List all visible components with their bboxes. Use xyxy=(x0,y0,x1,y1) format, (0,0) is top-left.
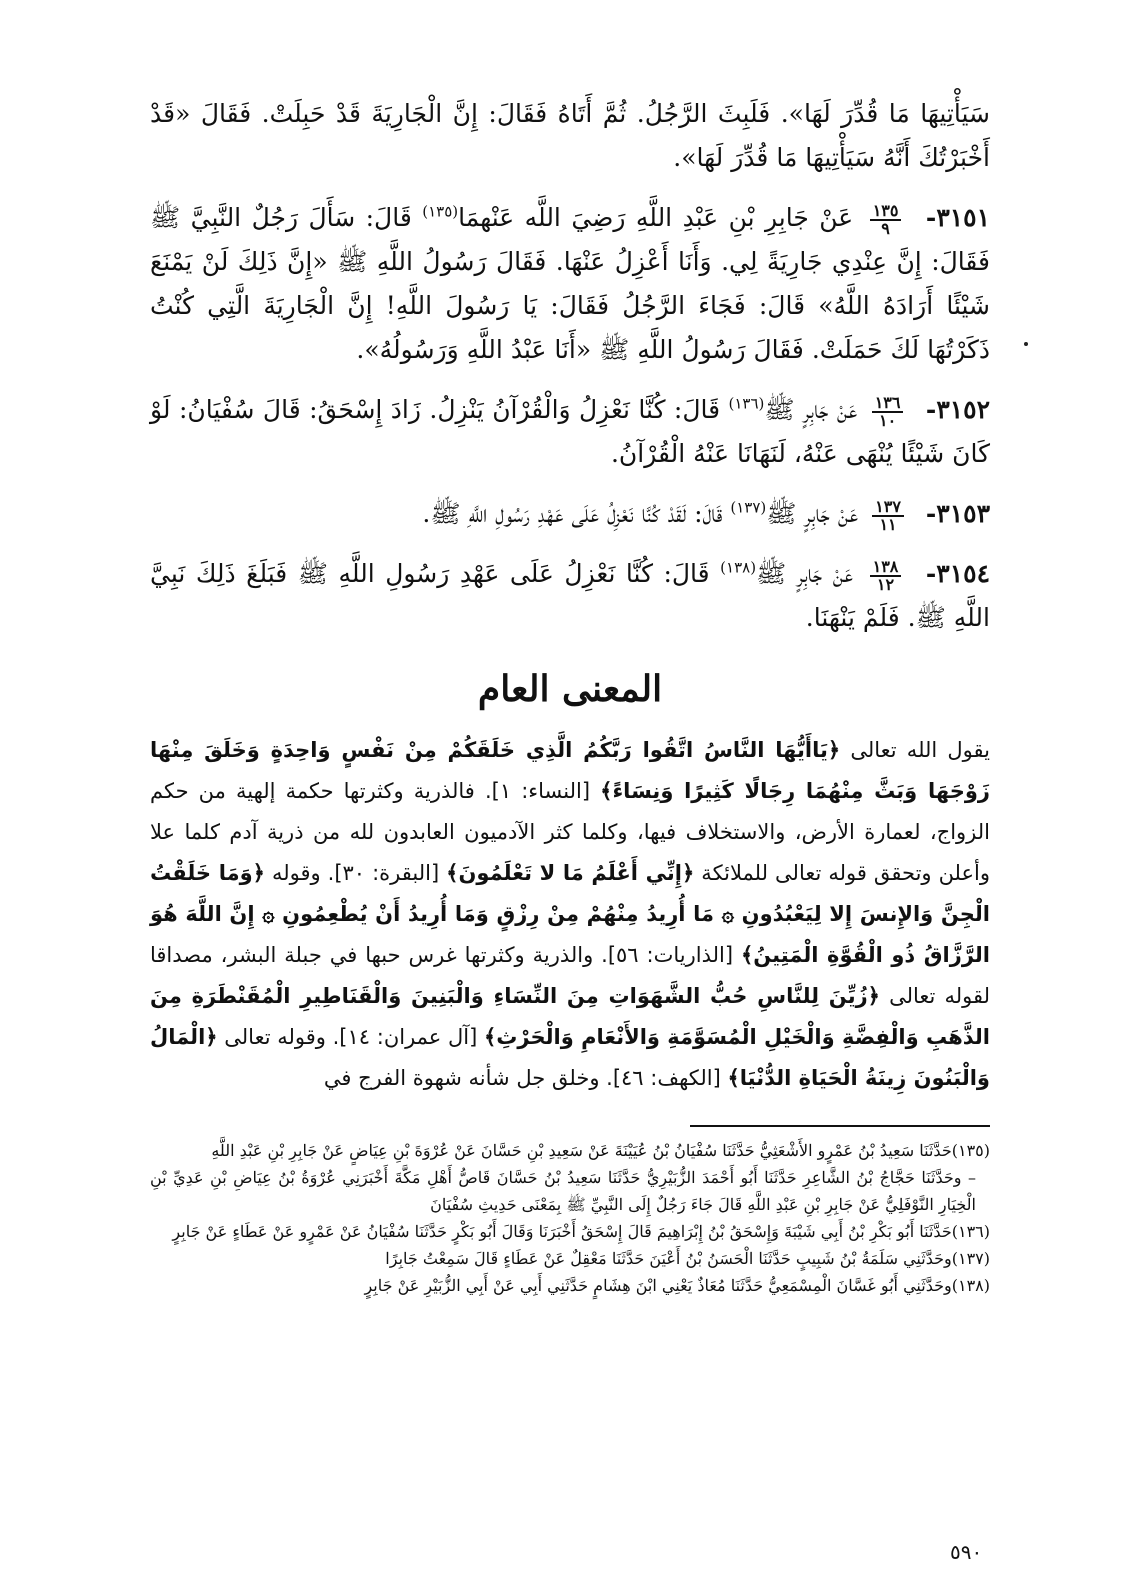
page-content xyxy=(150,92,990,1532)
footnote-number: (١٣٨) xyxy=(951,1276,990,1295)
section-title: المعنى العام xyxy=(477,668,663,710)
footnotes xyxy=(150,1137,990,1299)
quran-verse-5: ﴿الْمَالُ وَالْبَنُونَ زِينَةُ الْحَيَاةِ الدُّنْيَا﴾ xyxy=(150,1025,990,1090)
hadith-number: ٣١٥٣- xyxy=(925,499,990,528)
margin-dot xyxy=(1024,342,1028,346)
hadith-text: قَالَ: كُنَّا نَعْزِلُ عَلَى عَهْدِ رَسُولِ اللَّهِ ﷺ فَبَلَغَ ذَلِكَ نَبِيَّ اللَّهِ ﷺ. فَلَمْ يَنْهَنَا. xyxy=(150,559,990,632)
footnote-ref: (١٣٧) xyxy=(730,498,767,517)
hadith-narrator: عَنْ جَابِرٍ ﷺ xyxy=(764,395,858,424)
footnote-text: وحَدَّثَنِي سَلَمَةُ بْنُ شَبِيبٍ حَدَّثَنَا الْحَسَنُ بْنُ أَعْيَنَ حَدَّثَنَا مَعْقِلٌ عَنْ عَطَاءٍ قَالَ سَمِعْتُ جَابِرًا xyxy=(385,1249,952,1268)
body-text-4: [الذاريات: ٥٦]. والذرية وكثرتها غرس حبها في جبلة البشر، مصداقا لقوله تعالى xyxy=(150,943,990,1008)
hadith-number: ٣١٥١- xyxy=(925,203,991,232)
footnote-text: وحَدَّثَنِي أَبُو غَسَّانَ الْمِسْمَعِيُّ حَدَّثَنَا مُعَاذٌ يَعْنِي ابْنَ هِشَامٍ حَدَّثَنِي أَبِي عَنْ أَبِي الزُّبَيْرِ عَنْ جَابِرٍ xyxy=(364,1276,952,1295)
fraction-top: ١٣٦ xyxy=(872,395,904,413)
footnote-divider xyxy=(690,1125,990,1127)
footnote-ref: (١٣٦) xyxy=(728,394,765,413)
footnote-text: حَدَّثَنَا أَبُو بَكْرِ بْنُ أَبِي شَيْبَةَ وَإِسْحَقُ بْنُ إِبْرَاهِيمَ قَالَ إِسْحَقُ أَخْبَرَنَا وَقَالَ أَبُو بَكْرٍ حَدَّثَنَا سُفْيَانُ عَنْ عَمْرٍو عَنْ عَطَاءٍ عَنْ جَابِرٍ xyxy=(172,1222,952,1241)
quran-verse-3: ﴿وَمَا خَلَقْتُ الْجِنَّ وَالإِنسَ إِلا لِيَعْبُدُونِ ۞ مَا أُرِيدُ مِنْهُمْ مِنْ رِزْقٍ وَمَا أُرِيدُ أَنْ يُطْعِمُونِ ۞ إِنَّ اللَّهَ هُوَ الرَّزَّاقُ ذُو الْقُوَّةِ الْمَتِينُ﴾ xyxy=(150,861,990,967)
hadith-fraction xyxy=(870,556,902,594)
hadith-text: قَالَ: سَأَلَ رَجُلٌ النَّبِيَّ ﷺ فَقَالَ: إِنَّ عِنْدِي جَارِيَةً لِي. وَأَنَا أَعْزِلُ عَنْهَا. فَقَالَ رَسُولُ اللَّهِ ﷺ «إِنَّ ذَلِكَ لَنْ يَمْنَعَ شَيْئًا أَرَادَهُ اللَّهُ» قَالَ: فَجَاءَ الرَّجُلُ فَقَالَ: يَا رَسُولَ اللَّهِ! إِنَّ الْجَارِيَةَ الَّتِي كُنْتُ ذَكَرْتُهَا لَكَ حَمَلَتْ. فَقَالَ رَسُولُ اللَّهِ ﷺ «أَنَا عَبْدُ اللَّهِ وَرَسُولُهُ». xyxy=(150,203,990,364)
footnote-text: حَدَّثَنَا سَعِيدُ بْنُ عَمْرٍو الأَشْعَثِيُّ حَدَّثَنَا سُفْيَانُ بْنُ عُيَيْنَةَ عَنْ سَعِيدِ بْنِ حَسَّانَ عَنْ عُرْوَةَ بْنِ عِيَاضٍ عَنْ جَابِرِ بْنِ عَبْدِ اللَّهِ xyxy=(211,1141,952,1160)
hadith-number: ٣١٥٤- xyxy=(925,559,991,588)
hadith-narrator: عَنْ جَابِرِ بْنِ عَبْدِ اللَّهِ رَضِيَ اللَّه عَنْهمَا xyxy=(458,203,854,232)
footnote-138 xyxy=(150,1272,990,1299)
body-text-5: [آل عمران: ١٤]. وقوله تعالى xyxy=(217,1025,484,1049)
footnote-137 xyxy=(150,1245,990,1272)
hadith-3153 xyxy=(150,492,990,536)
fraction-bottom: ١٠ xyxy=(879,410,897,430)
quran-verse-2: ﴿إِنِّي أَعْلَمُ مَا لا تَعْلَمُونَ﴾ xyxy=(446,861,695,885)
quran-verse-1: ﴿يَاأَيُّهَا النَّاسُ اتَّقُوا رَبَّكُمُ الَّذِي خَلَقَكُمْ مِنْ نَفْسٍ وَاحِدَةٍ وَخَلَقَ مِنْهَا زَوْجَهَا وَبَثَّ مِنْهُمَا رِجَالًا كَثِيرًا وَنِسَاءً﴾ xyxy=(150,738,990,803)
footnote-number: (١٣٧) xyxy=(951,1249,990,1268)
hadith-narrator: عَنْ جَابِرٍ ﷺ xyxy=(766,499,859,528)
footnote-continuation: – وحَدَّثَنَا حَجَّاجُ بْنُ الشَّاعِرِ حَدَّثَنَا أَبُو أَحْمَدَ الزُّبَيْرِيُّ حَدَّثَنَا سَعِيدُ بْنُ حَسَّانَ قَاصُّ أَهْلِ مَكَّةَ أَخْبَرَنِي عُرْوَةُ بْنُ عِيَاضِ بْنِ عَدِيِّ بْنِ الْخِيَارِ النَّوْفَلِيُّ عَنْ جَابِرِ بْنِ عَبْدِ اللَّهِ قَالَ جَاءَ رَجُلٌ إِلَى النَّبِيِّ ﷺ بِمَعْنَى حَدِيثِ سُفْيَانَ xyxy=(150,1168,976,1214)
footnote-ref: (١٣٥) xyxy=(422,202,459,221)
fraction-top: ١٣٨ xyxy=(870,559,902,577)
fraction-bottom: ٩ xyxy=(881,218,890,238)
body-text-2: [النساء: ١]. فالذرية وكثرتها حكمة إلهية من حكم الزواج، لعمارة الأرض، والاستخلاف فيها، وكلما كثر الآدميون العابدون لله من ذرية آدم كلما علا وأعلن وتحقق قوله تعالى للملائكة xyxy=(150,779,991,885)
fraction-top: ١٣٥ xyxy=(870,203,902,221)
footnote-number: (١٣٥) xyxy=(951,1141,990,1160)
continuation-paragraph: سَيَأْتِيهَا مَا قُدِّرَ لَهَا». فَلَبِثَ الرَّجُلُ. ثُمَّ أَتَاهُ فَقَالَ: إِنَّ الْجَارِيَةَ قَدْ حَبِلَتْ. فَقَالَ «قَدْ أَخْبَرْتُكَ أَنَّهُ سَيَأْتِيهَا مَا قُدِّرَ لَهَا». xyxy=(150,99,990,172)
hadith-fraction xyxy=(872,496,904,534)
hadith-fraction xyxy=(872,392,904,430)
page-number: ٥٩٠ xyxy=(950,1540,983,1564)
footnote-135 xyxy=(150,1137,990,1218)
footnote-ref: (١٣٨) xyxy=(720,558,757,577)
fraction-top: ١٣٧ xyxy=(872,499,904,517)
general-meaning-text xyxy=(150,730,990,1099)
body-text-6: [الكهف: ٤٦]. وخلق جل شأنه شهوة الفرج في xyxy=(323,1066,728,1090)
body-text-3: [البقرة: ٣٠]. وقوله xyxy=(264,861,447,885)
fraction-bottom: ١١ xyxy=(879,514,897,534)
hadith-3152 xyxy=(150,388,990,476)
quran-verse-4: ﴿زُيِّنَ لِلنَّاسِ حُبُّ الشَّهَوَاتِ مِنَ النِّسَاءِ وَالْبَنِينَ وَالْقَنَاطِيرِ الْمُقَنْطَرَةِ مِنَ الذَّهَبِ وَالْفِضَّةِ وَالْخَيْلِ الْمُسَوَّمَةِ وَالأَنْعَامِ وَالْحَرْثِ﴾ xyxy=(150,984,990,1049)
fraction-bottom: ١٢ xyxy=(876,574,895,594)
body-text-1: يقول الله تعالى xyxy=(840,738,990,762)
hadith-fraction xyxy=(870,200,902,238)
hadith-narrator: عَنْ جَابِرٍ ﷺ xyxy=(756,559,854,588)
footnote-136 xyxy=(150,1218,990,1245)
hadith-text: قَالَ: كُنَّا نَعْزِلُ وَالْقُرْآنُ يَنْزِلُ. زَادَ إِسْحَقُ: قَالَ سُفْيَانُ: لَوْ كَانَ شَيْئًا يُنْهَى عَنْهُ، لَنَهَانَا عَنْهُ الْقُرْآنُ. xyxy=(150,395,990,468)
hadith-number: ٣١٥٢- xyxy=(925,395,991,424)
hadith-text: قَالَ: لَقَدْ كُنَّا نَعْزِلُ عَلَى عَهْدِ رَسُولِ اللَّهِ ﷺ. xyxy=(422,499,723,528)
hadith-3151 xyxy=(150,196,990,372)
hadith-3154 xyxy=(150,552,990,640)
footnote-number: (١٣٦) xyxy=(951,1222,990,1241)
